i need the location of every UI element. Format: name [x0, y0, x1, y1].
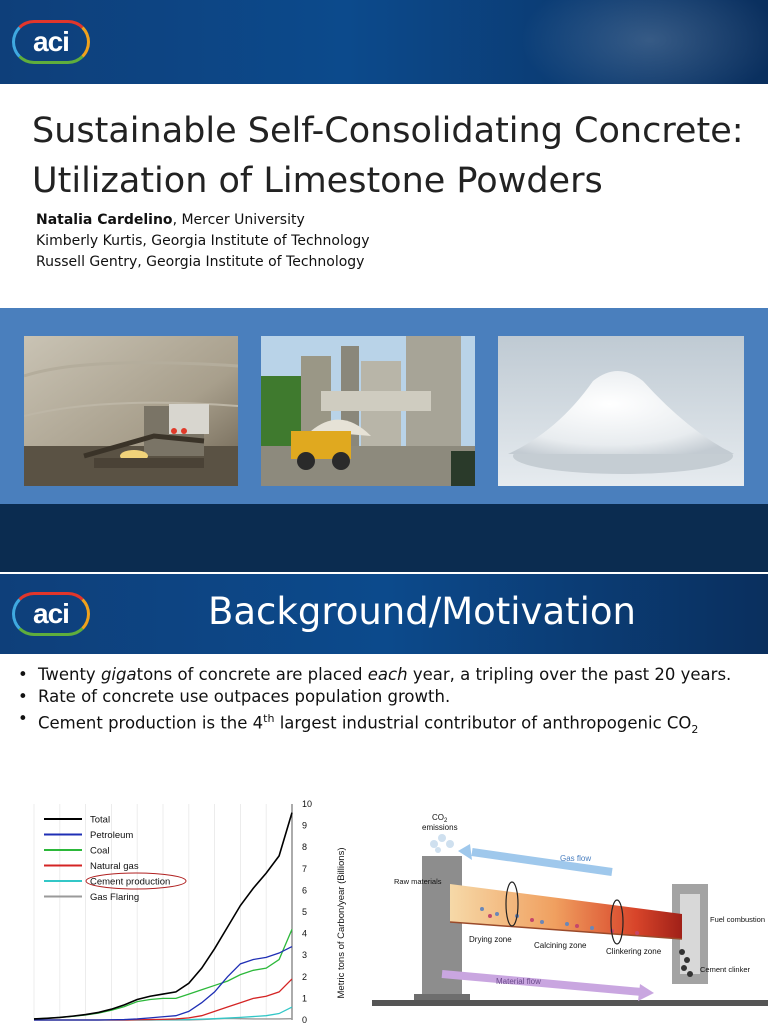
title-line-2: Utilization of Limestone Powders: [32, 161, 603, 201]
mining-drill-photo: [24, 336, 238, 486]
slide2-title: Background/Motivation: [208, 590, 636, 633]
bullet-3: • Cement production is the 4th largest industrial contributor of anthropogenic $CO_2$: [18, 709, 699, 736]
aci-logo: [12, 20, 90, 64]
cement-kiln-diagram: [372, 804, 768, 1024]
kiln-material-flow-label: Material flow: [496, 977, 541, 986]
chart-legend-label: Coal: [90, 845, 110, 857]
authors-block: [36, 210, 370, 273]
slide1-header-banner: [0, 0, 768, 84]
kiln-gas-flow-label: Gas flow: [560, 854, 592, 863]
author-1-name: Natalia Cardelino: [36, 212, 173, 228]
cement-plant-photo: [261, 336, 475, 486]
kiln-emissions-label: emissions: [422, 823, 458, 832]
limestone-powder-photo: [498, 336, 744, 486]
aci-logo-2: [12, 592, 90, 636]
bullet-1: • Twenty gigatons of concrete are placed each year, a tripling over the past 20 years.: [18, 665, 732, 684]
kiln-co2-label: $CO_2$: [432, 813, 448, 824]
chart-ytick-label: 10: [302, 799, 313, 809]
bullet-2: • Rate of concrete use outpaces population growth.: [18, 687, 451, 706]
chart-svg: [30, 798, 360, 1024]
chart-legend-label: Natural gas: [90, 861, 139, 872]
title-line-1: Sustainable Self-Consolidating Concrete:: [32, 111, 744, 151]
chart-ytick-label: 4: [302, 928, 308, 939]
kiln-drying-zone-label: Drying zone: [469, 935, 512, 944]
chart-ytick-label: 2: [302, 971, 308, 982]
slide1-title: [32, 106, 752, 206]
author-1: [36, 210, 370, 231]
chart-legend-label: Total: [90, 814, 111, 826]
chart-legend-label: Petroleum: [90, 830, 134, 841]
chart-ytick-label: 6: [302, 885, 308, 896]
author-3: Russell Gentry, Georgia Institute of Technology: [36, 254, 365, 270]
chart-ytick-label: 5: [302, 907, 308, 917]
chart-ytick-label: 7: [302, 863, 308, 874]
co2-emissions-chart: [30, 798, 360, 1024]
chart-ytick-label: 0: [302, 1015, 308, 1024]
kiln-cement-clinker-label: Cement clinker: [700, 965, 751, 974]
author-1-affiliation: , Mercer University: [172, 212, 305, 228]
chart-legend-label: Gas Flaring: [90, 892, 140, 903]
aci-logo-text: aci: [33, 26, 69, 57]
chart-ytick-label: 1: [302, 993, 308, 1004]
kiln-calcining-zone-label: Calcining zone: [534, 941, 587, 950]
bullet-list: [14, 664, 754, 741]
kiln-fuel-combustion-label: Fuel combustion: [710, 915, 766, 924]
aci-logo-2-text: aci: [33, 598, 69, 629]
slide1-footer-band: [0, 504, 768, 572]
chart-ytick-label: 3: [302, 950, 308, 961]
kiln-clinkering-zone-label: Clinkering zone: [606, 947, 662, 956]
kiln-raw-materials-label: Raw materials: [394, 877, 442, 886]
chart-ytick-label: 9: [302, 820, 308, 831]
chart-ylabel: Metric tons of Carbon/year (Billions): [336, 847, 347, 999]
chart-ytick-label: 8: [302, 842, 308, 853]
author-2: Kimberly Kurtis, Georgia Institute of Technology: [36, 233, 370, 249]
photo-band: [0, 308, 768, 504]
chart-legend-label: Cement production: [90, 876, 171, 888]
